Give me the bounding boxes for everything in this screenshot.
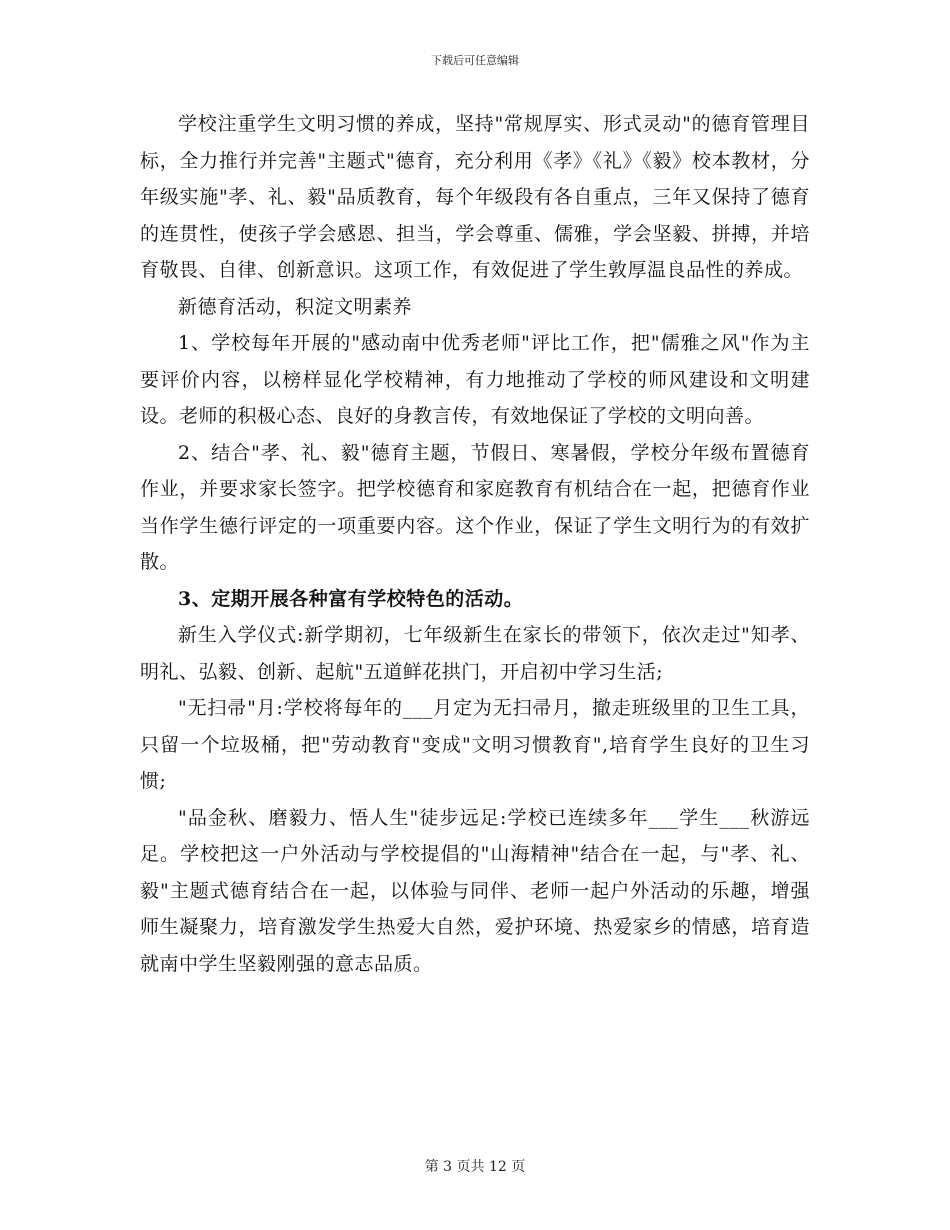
paragraph-enrollment-ceremony: 新生入学仪式:新学期初，七年级新生在家长的带领下，依次走过"知孝、明礼、弘毅、创新、起航"五道鲜花拱门，开启初中学习生活;: [140, 624, 810, 683]
page-footer: 第 3 页共 12 页: [424, 1159, 526, 1175]
paragraph-item-1: 1、学校每年开展的"感动南中优秀老师"评比工作，把"儒雅之风"作为主要评价内容，以榜样显化学校精神，有力地推动了学校的师风建设和文明建设。老师的积极心态、良好的身教言传，有效地保证了学校的文明向善。: [140, 332, 810, 427]
paragraph-item-3-heading: 3、定期开展各种富有学校特色的活动。: [178, 587, 524, 610]
paragraph-no-broom-month: "无扫帚"月:学校将每年的___月定为无扫帚月，撤走班级里的卫生工具，只留一个垃圾桶，把"劳动教育"变成"文明习惯教育",培育学生良好的卫生习惯;: [140, 697, 810, 792]
document-body: [140, 106, 810, 982]
page-header: 下载后可任意编辑: [431, 54, 519, 67]
paragraph-hiking-trip: "品金秋、磨毅力、悟人生"徒步远足:学校已连续多年___学生___秋游远足。学校把这一户外活动与学校提倡的"山海精神"结合在一起，与"孝、礼、毅"主题式德育结合在一起，以体验与同伴、老师一起户外活动的乐趣，增强师生凝聚力，培育激发学生热爱大自然，爱护环境、热爱家乡的情感，培育造就南中学生坚毅刚强的意志品质。: [140, 806, 810, 975]
paragraph-item-2: 2、结合"孝、礼、毅"德育主题，节假日、寒暑假，学校分年级布置德育作业，并要求家长签字。把学校德育和家庭教育有机结合在一起，把德育作业当作学生德行评定的一项重要内容。这个作业，保证了学生文明行为的有效扩散。: [140, 441, 810, 573]
paragraph-moral-education-goals: 学校注重学生文明习惯的养成，坚持"常规厚实、形式灵动"的德育管理目标，全力推行并完善"主题式"德育，充分利用《孝》《礼》《毅》校本教材，分年级实施"孝、礼、毅"品质教育，每个年级段有各自重点，三年又保持了德育的连贯性，使孩子学会感恩、担当，学会尊重、儒雅，学会坚毅、拼搏，并培育敬畏、自律、创新意识。这项工作，有效促进了学生敦厚温良品性的养成。: [140, 113, 810, 281]
paragraph-section-heading: 新德育活动，积淀文明素养: [178, 295, 413, 318]
